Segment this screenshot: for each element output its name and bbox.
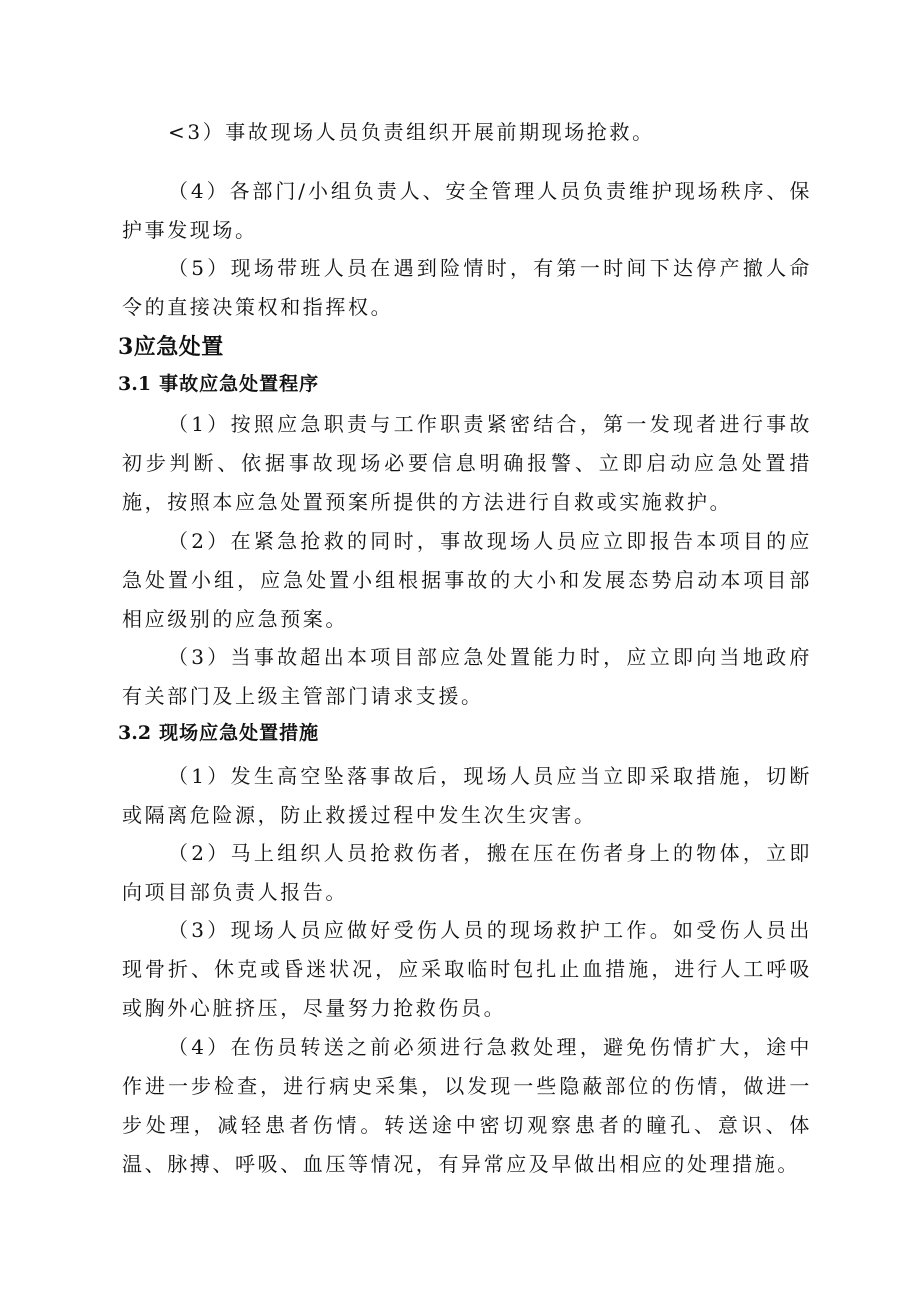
subsection-heading-3-2	[118, 718, 319, 748]
paragraph-procedure-1: （1）按照应急职责与工作职责紧密结合，第一发现者进行事故初步判断、依据事故现场必要信息明确报警、立即启动应急处置措施，按照本应急处置预案所提供的方法进行自救或实施救护。	[122, 412, 812, 514]
subsection-title: 事故应急处置程序	[159, 373, 320, 395]
paragraph-measure-2: （2）马上组织人员抢救伤者，搬在压在伤者身上的物体，立即向项目部负责人报告。	[122, 841, 812, 904]
paragraph-procedure-2: （2）在紧急抢救的同时，事故现场人员应立即报告本项目的应急处置小组，应急处置小组根据事故的大小和发展态势启动本项目部相应级别的应急预案。	[122, 529, 812, 631]
subsection-number: 3.2	[118, 722, 152, 744]
subsection-heading-3-1	[118, 369, 319, 399]
paragraph-procedure-3: （3）当事故超出本项目部应急处置能力时，应立即向当地政府有关部门及上级主管部门请求支援。	[122, 645, 812, 708]
paragraph-responsibility-5: （5）现场带班人员在遇到险情时，有第一时间下达停产撤人命令的直接决策权和指挥权。	[122, 256, 812, 319]
paragraph-measure-4: （4）在伤员转送之前必须进行急救处理，避免伤情扩大，途中作进一步检查，进行病史采集，以发现一些隐蔽部位的伤情，做进一步处理，减轻患者伤情。转送途中密切观察患者的瞳孔、意识、体温、脉搏、呼吸、血压等情况，有异常应及早做出相应的处理措施。	[122, 1035, 812, 1176]
subsection-title: 现场应急处置措施	[159, 722, 320, 744]
paragraph-responsibility-3: <3）事故现场人员负责组织开展前期现场抢救。	[168, 120, 655, 144]
paragraph-measure-3: （3）现场人员应做好受伤人员的现场救护工作。如受伤人员出现骨折、休克或昏迷状况，应采取临时包扎止血措施，进行人工呼吸或胸外心脏挤压，尽量努力抢救伤员。	[122, 918, 812, 1020]
section-heading-emergency-response: 3应急处置	[118, 334, 224, 360]
paragraph-measure-1: （1）发生高空坠落事故后，现场人员应当立即采取措施，切断或隔离危险源，防止救援过程中发生次生灾害。	[122, 764, 812, 827]
paragraph-responsibility-4: （4）各部门/小组负责人、安全管理人员负责维护现场秩序、保护事发现场。	[122, 179, 812, 242]
subsection-number: 3.1	[118, 373, 152, 395]
